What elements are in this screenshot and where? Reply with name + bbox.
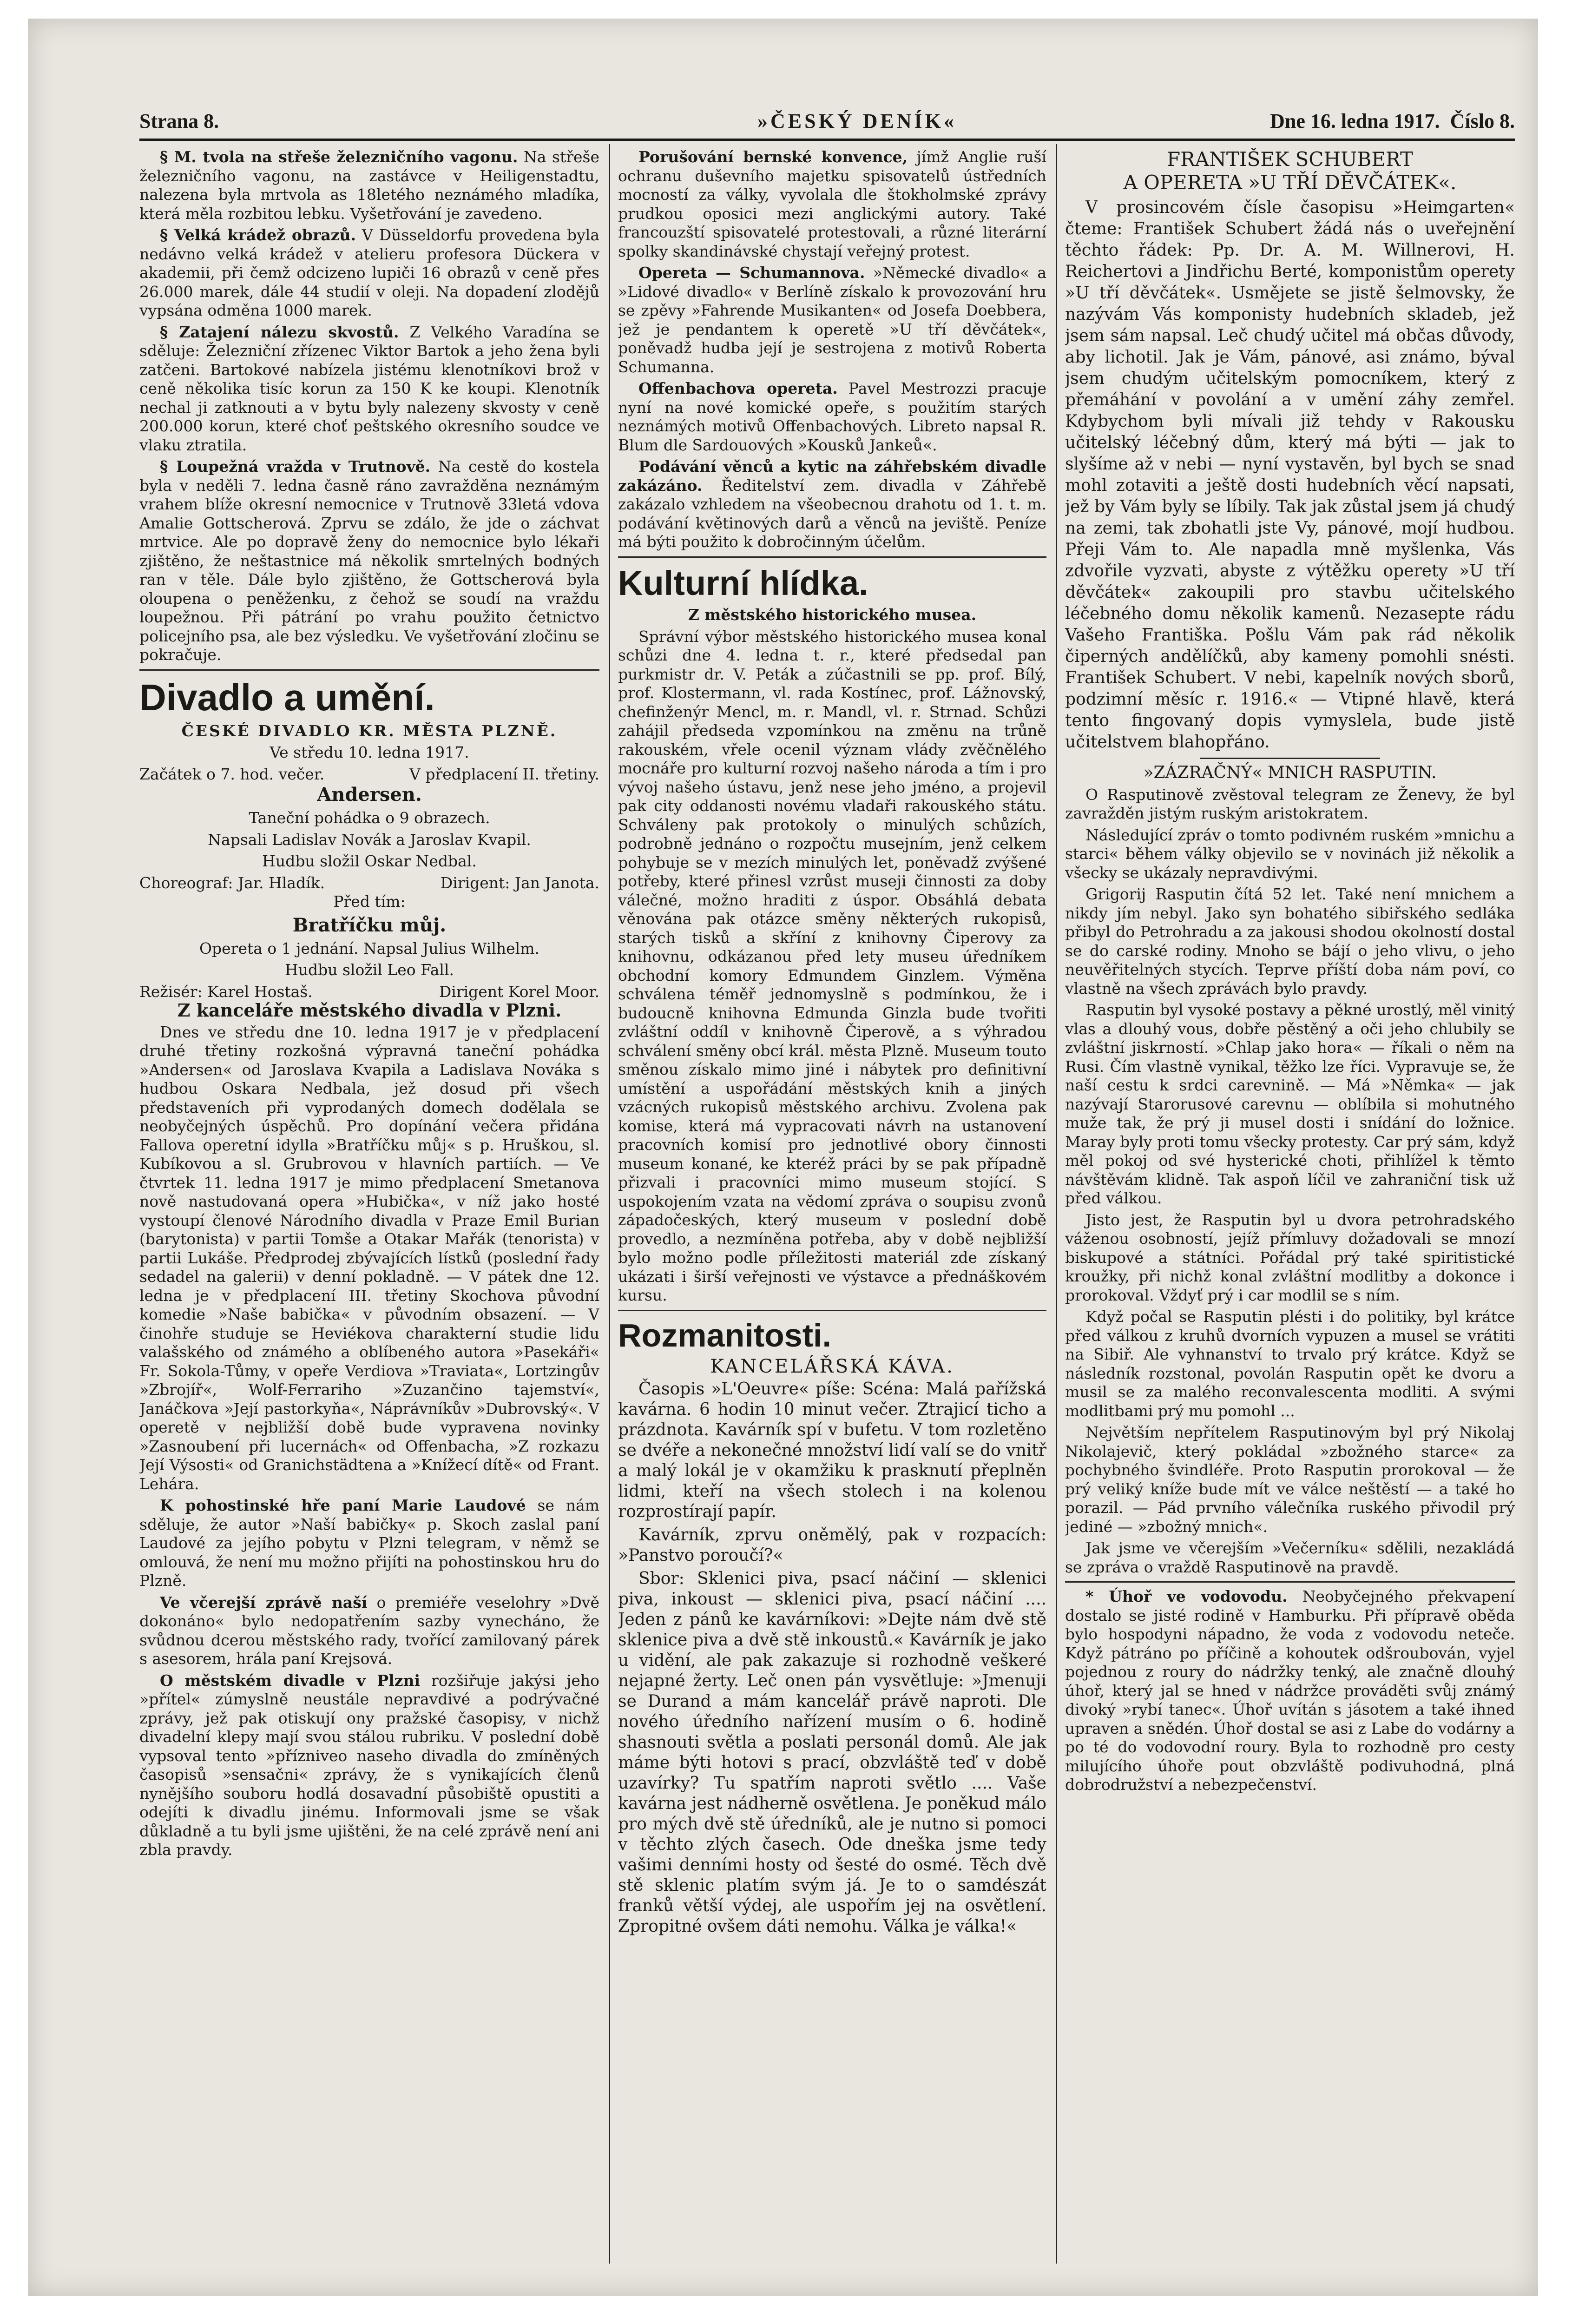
before-label: Před tím:	[333, 892, 406, 911]
program-date: Ve středu 10. ledna 1917.	[270, 743, 469, 761]
subheading: KANCELÁŘSKÁ KÁVA.	[710, 1356, 954, 1378]
column-2	[618, 148, 1046, 2277]
play-authors: Napsali Ladislav Novák a Jaroslav Kvapil.	[208, 830, 531, 849]
article-text: Kavárník, zprvu oněmělý, pak v rozpacích: »Panstvo poroučí?«	[618, 1525, 1046, 1565]
article-text: Jisto jest, že Rasputin byl u dvora petrohradského váženou osobností, jejíž přímluvy dožadovali se mnozí biskupové a státníci. Pořádal prý také spiritistické kroužky, při nichž konal zvláštní modlitby a dokonce i prorokoval. Vždyť prý i car modlil se s ním.	[1065, 1210, 1515, 1304]
news-item: Ve včerejší zprávě naší o premiéře veselohry »Dvě dokonáno« bylo nedopatřením sazby vynecháno, že svůdnou dcerou městského rady, tvořící zamilovaný párek s asesorem, hrála paní Krejsová.	[139, 1593, 599, 1668]
theatre-name: ČESKÉ DIVADLO KR. MĚSTA PLZNĚ.	[181, 721, 558, 740]
article-text: Jak jsme ve včerejším »Večerníku« sdělili, nezakládá se zpráva o vraždě Rasputinově na pravdě.	[1065, 1539, 1515, 1576]
divider	[139, 669, 599, 671]
section-heading: Kulturní hlídka.	[618, 563, 868, 602]
column-separator	[1056, 144, 1057, 2264]
news-item: § Velká krádež obrazů. V Düsseldorfu provedena byla nedávno velká krádež v atelieru profesora Dückera v akademii, při čemž odcizeno lupiči 16 obrazů v ceně přes 26.000 marek, dále 44 studií v oleji. Na dopadení zlodějů vypsána odměna 1000 marek.	[139, 226, 599, 319]
divider	[618, 1310, 1046, 1311]
section-heading: Rozmanitosti.	[618, 1317, 831, 1353]
page-header	[139, 108, 1515, 135]
news-item: * Úhoř ve vodovodu. Neobyčejného překvapení dostalo se jisté rodině v Hamburku. Při přípravě oběda bylo hospodyni nápadno, že voda z vodovodu neteče. Když pátráno po příčině a kohoutek odšroubován, vyjel pojednou z roury do nádržky tenký, ale značně dlouhý úhoř, který jal se hned v nádržce prováděti svůj známý divoký »rybí tanec«. Úhoř uvítán s jásotem a také ihned upraven a snědén. Úhoř dostal se asi z Labe do vodárny a po té do vodovodní roury. Byla to rozhodně pro cesty milujícího úhoře pout obzvláště podivuhodná, plná dobrodružství a nebezpečenství.	[1065, 1587, 1515, 1794]
subheading: Z městského historického musea.	[688, 606, 977, 624]
header-rule	[139, 139, 1515, 141]
news-item: Podávání věnců a kytic na záhřebském divadle zakázáno. Ředitelství zem. divadla v Záhřebě zakázalo vzhledem na všeobecnou drahotu od 1. t. m. podávání květinových darů a věnců na jeviště. Peníze má býti použito k dobročinným účelům.	[618, 457, 1046, 551]
article-text: Rasputin byl vysoké postavy a pěkné urostlý, měl vinitý vlas a dlouhý vous, dobře pěstěný a oči jeho chlubily se zvláštní jiskrností. »Chlap jako hora« — říkali o něm na Rusi. Čím vlastně vynikal, těžko lze říci. Vypravuje se, že naší cestu k srdci carevnině. — Má »Němka« — jak nazývají Starorusové carevnu — oblíbila si mohutného muže tak, že prý ji musel dosti i snídání do ložnice. Maray byly proti tomu všecky protesty. Car prý sám, když měl pokoj od své hysterické choti, přihlížel k těmto návštěvám klidně. Tak aspoň líčil ve zahraniční tisk už před válkou.	[1065, 1001, 1515, 1207]
article-title: A OPERETA »U TŘÍ DĚVČÁTEK«.	[1123, 171, 1457, 194]
play-title: Andersen.	[317, 784, 422, 805]
article-text: Správní výbor městského historického musea konal schůzi dne 4. ledna t. r., které předsedal pan purkmistr dr. V. Peták a zúčastnili se pp. prof. Bílý, prof. Klostermann, vl. rada Kostínec, prof. Lážnovský, chefinženýr Mencl, m. r. Mandl, vl. r. Strnad. Schůzi zahájil předseda vzpomínkou na změnu na trůně rakouském, vřele ocenil význam vlády zvěčnělého mocnáře pro kulturní rozvoj našeho národa a tím i pro vývoj našeho ústavu, jenž nese jeho jméno, a projevil pak city oddanosti novému vladaři rakouského státu. Schváleny pak protokoly o minulých schůzích, podrobně jednáno o rozpočtu musejním, jenž celkem pohybuje se v mezích minulých let, poněvadž zvýšené potřeby, které přinesl vzrůst museji činnosti za doby válečné, možno hraditi z úspor. Obsáhlá debata věnována pak otázce směny některých rukopisů, starých tisků a skříní z knihovny Čiperovy za knihovnu, odkázanou před lety museu úředníkem obchodní komory Edmundem Ginzlem. Výměna schválena téměř jednomyslně s podmínkou, že i budoucně knihovna Edmunda Ginzla bude tvořiti zvláštní oddíl v knihovně Čiperově, a s výhradou schválení směny obcí král. města Plzně. Museum touto směnou získalo mimo jiné i nábytek pro definitivní umístění a uspořádání městských knih a jiných vzácných rukopisů městského archivu. Zvolena pak komise, která má vypracovati návrh na ustanovení pracovních komisí pro jednotlivé obory činnosti museum konané, ke kteréž práci by se pak případně přizvali i pracovníci mimo museum stojící. S uspokojením vzata na vědomí zpráva o soupisu zvonů západočeských, který museum v poslední době provedlo, a nezmíněna potřeba, aby v době nejbližší bylo možno podle příležitosti materiál zde získaný ukázati i širší veřejnosti ve výstavce a přednáškovém kursu.	[618, 627, 1046, 1305]
play-music: Hudbu složil Oskar Nedbal.	[262, 852, 477, 870]
article-text: Dnes ve středu dne 10. ledna 1917 je v předplacení druhé třetiny rozkošná výpravná taneční pohádka »Andersen« od Jaroslava Kvapila a Ladislava Nováka s hudbou Oskara Nedbala, jež dosud při všech představeních při vyprodaných domech dodělala se neobyčejných úspěchů. Pro dopínání večera přidána Fallova operetní idylla »Bratříčku můj« s p. Hruškou, sl. Kubíkovou a sl. Grubrovou v hlavních partiích. — Ve čtvrtek 11. ledna 1917 je mimo předplacení Smetanova nově nastudovaná opera »Hubička«, v níž jako hosté vystoupí členové Národního divadla v Praze Emil Burian (barytonista) v partii Tomše a Otakar Mařák (tenorista) v partii Lukáše. Předprodej zbývajících lístků (poslední řady sedadel na galerii) v denní pokladně. — V pátek dne 12. ledna je v předplacení III. třetiny Skochova původní komedie »Naše babička« v původním obsazení. — V činohře studuje se Heviékova charakterní studie lidu valašského od známého a oblíbeného autora »Pasekáři« Fr. Sokola-Tůmy, v opeře Verdiova »Traviata«, Lortzingův »Zbrojíř«, Wolf-Ferrariho »Zuzančino tajemství«, Janáčkova »Její pastorkyňa«, Náprávníkův »Dubrovský«. V operetě v nejbližší době bude vypravena novinky »Zasnoubení při lucernách« od Offenbacha, »Z rozkazu Její Výsosti« od Granichstädtena a »Knížecí dítě« od Frant. Lehára.	[139, 1023, 599, 1493]
divider	[618, 556, 1046, 558]
play-music: Hudbu složil Leo Fall.	[284, 961, 454, 979]
article-text: Když počal se Rasputin plésti i do politiky, byl krátce před válkou z kruhů dvorních vypuzen a musel se vrátiti na Sibiř. Ale vyhnanství to trvalo prý krátce. Když se následník rozstonal, povolán Rasputin opět ke dvoru a musil se za malého reconvalescenta modliti. A svými modlitbami prý mu pomohl ...	[1065, 1307, 1515, 1420]
news-item: Offenbachova opereta. Pavel Mestrozzi pracuje nyní na nové komické opeře, s použitím starých neznámých motivů Offenbachových. Libreto napsal R. Blum dle Sardouových »Kousků Jankeů«.	[618, 379, 1046, 454]
news-item: Porušování bernské konvence, jímž Anglie ruší ochranu duševního majetku spisovatelů ústředních mocností za války, vyvolala dle štokholmské zprávy prudkou oposici mezi anglickými autory. Také francouzští spisovatelé protestovali, a různé literární spolky skandinávské chystají veřejný protest.	[618, 148, 1046, 260]
play-genre: Opereta o 1 jednání. Napsal Julius Wilhelm.	[199, 939, 540, 957]
article-text: Největším nepřítelem Rasputinovým byl prý Nikolaj Nikolajevič, který pokládal »zbožného starce« za pochybného švindléře. Proto Rasputin prorokoval — že prý veliký kníže bude mít ve válce neštěstí — a také ho porazil. — Pád prvního válečníka ruského přivodil prý jediné — »zbožný mnich«.	[1065, 1423, 1515, 1536]
divider	[1065, 1581, 1515, 1583]
news-item: Opereta — Schumannova. »Německé divadlo« a »Lidové divadlo« v Berlíně získalo k provozování hru se zpěvy »Fahrende Musikanten« od Josefa Doebbera, jež je pendantem k operetě »U tří děvčátek«, poněvadž hudba její je sestrojena z motivů Roberta Schumanna.	[618, 264, 1046, 376]
article-title: »ZÁZRAČNÝ« MNICH RASPUTIN.	[1143, 763, 1437, 782]
article-text: Grigorij Rasputin čítá 52 let. Také není mnichem a nikdy jím nebyl. Jako syn bohatého sibiřského sedláka přibyl do Petrohradu a za jakousi shodou okolností dostal se do carské rodiny. Mnoho se bájí o jeho vlivu, o jeho neuvěřitelných stycích. Teprve příští doba nám poví, co vlastně na všech zprávách bylo pravdy.	[1065, 885, 1515, 997]
play-title: Bratříčku můj.	[292, 914, 447, 936]
article-text: V prosincovém čísle časopisu »Heimgarten« čteme: František Schubert žádá nás o uveřejnění těchto řádek: Pp. Dr. A. M. Willnerovi, H. Reichertovi a Jindřichu Berté, komponistům operety »U tří děvčátek«. Usmějete se jistě šelmovsky, že nazývám Vás komponisty hudebních skladeb, jež jsem sám napsal. Leč chudý učitel má občas důvody, aby lichotil. Jak je Vám, pánové, asi známo, býval jsem chudým učitelským pomocníkem, který z přemáhání v povolání a v umění záhy zemřel. Kdybychom byli mívali již tehdy v Rakousku učitelský léčebný dům, který má býti — jak to slyšíme až v nebi — nyní vystavěn, byl bych se snad mohl zotaviti a ještě dosti hudebních věcí napsati, jež by Vám byly se líbily. Tak jak zůstal jsem já chudý na zemi, tak zbohatli jste Vy, pánové, mojí hudbou. Přeji Vám to. Ale napadla mně myšlenka, Vás zdvořile vyzvati, abyste z výtěžku operety »U tří děvčátek« zakoupili pro stavbu učitelského léčebného domu několik kamenů. Nezasepte rádu Vašeho Františka. Pošlu Vám pak rád několik čiperných andělíčků, aby kameny pomohli snésti. František Schubert. V nebi, kapelník nových sborů, podzimní měsíc r. 1916.« — Vtipné hlavě, která tento fingovaný dopis vymyslela, bude jistě učitelstvem blahopřáno.	[1065, 198, 1515, 752]
program-start: Začátek o 7. hod. večer. V předplacení II. třetiny.	[139, 765, 599, 783]
news-item: O městském divadle v Plzni rozšiřuje jakýsi jeho »přítel« zúmyslně neustále nepravdivé a podrývačné zprávy, jež pak otiskují ony pražské časopisy, v nichž divadelní klepy mají svou stálou rubriku. V poslední době vypsoval tento »přízniveo naseho divadla do zmíněných časopisů »sensačni« zprávy, že s vynikajících členů nynějšího souboru hodlá dosavadní působiště opustiti a odejíti k divadlu jinému. Informovali jsme se však důkladně a tu byli jsme ujištěni, že na celé zprávě není ani zbla pravdy.	[139, 1671, 599, 1859]
article-title: FRANTIŠEK SCHUBERT	[1167, 148, 1413, 171]
news-item: § Loupežná vražda v Trutnově. Na cestě do kostela byla v neděli 7. ledna časně ráno zavražděna neznámým vrahem blíže okresní nemocnice v Trutnově 33letá vdova Amalie Gottscherová. Zprvu se zdálo, že jde o záchvat mrtvice. Ale po dopravě ženy do nemocnice bylo lékaři zjištěno, že neštastnice má několik smrtelných bodných ran v těle. Dále bylo zjištěno, že Gottscherová byla oloupena o peněženku, z čehož se soudí na vraždu loupežnou. Při pátrání po vrahu použito četnictvo policejního psa, ale bez výsledku. Ve vyšetřování zločinu se pokračuje.	[139, 457, 599, 664]
play-credits: Režisér: Karel Hostaš. Dirigent Korel Moor.	[139, 982, 599, 1001]
article-text: O Rasputinově zvěstoval telegram ze Ženevy, že byl zavražděn jistým ruským aristokratem.	[1065, 785, 1515, 822]
news-item: § Zatajení nálezu skvostů. Z Velkého Varadína se sděluje: Železniční zřízenec Viktor Bartok a jeho žena byli zatčeni. Bartokové nabízela jistému klenotníkovi brož v ceně několika tisíc korun za 150 K ke koupi. Klenotník nechal ji zatknouti a v bytu byly nalezeny skvosty v ceně 200.000 korun, které choť peštského okresního soudce ve vlaku ztratila.	[139, 323, 599, 454]
column-1	[139, 148, 599, 2277]
subheading: Z kanceláře městského divadla v Plzni.	[177, 1000, 562, 1021]
article-text: Následující zpráv o tomto podivném ruském »mnichu a starci« během války objevilo se v novinách již několik a všecky se ukázaly nepravdivými.	[1065, 825, 1515, 882]
newspaper-title: »ČESKÝ DENÍK«	[757, 110, 957, 132]
article-text: Časopis »L'Oeuvre« píše: Scéna: Malá pařížská kavárna. 6 hodin 10 minut večer. Ztrajicí ticho a prázdnota. Kavárník spí v bufetu. V tom rozletěno se dvéře a nekonečné množství lidí valí se do vnitř a malý lokál je v okamžiku k prasknutí přeplněn lidmi, kteří na všech stolech i na kolenou rozprostírají papír.	[618, 1379, 1046, 1521]
column-separator	[609, 144, 610, 2264]
section-heading: Divadlo a umění.	[139, 676, 435, 718]
article-text: Sbor: Sklenici piva, psací náčiní — sklenici piva, inkoust — sklenici piva, psací náčiní .... Jeden z pánů ke kavárníkovi: »Dejte nám dvě stě sklenice piva a dvě stě inkoustů.« Kavárník je jako u vidění, ale pak zakazuje si rozhodně veškeré nejapné žerty. Leč onen pán vysvětluje: »Jmenuji se Durand a mám kancelář právě naproti. Dle nového úředního nařízení musím o 6. hodině shasnouti světla a poslati personál domů. Ale jak máme býti hotovi s prací, obzvláště teď v době uzavírky? Tu spatřím naproti světlo .... Vaše kavárna jest nádherně osvětlena. Je poněkud málo pro mých dvě stě úředníků, ale je nutno si pomoci v těchto zlých časech. Ode dneška jsme tedy vašimi denními hosty od šesté do osmé. Těch dvě stě sklenic platím svým já. Je to o samdészát franků větší výdej, ale uspořím jej na osvětlení. Zpropitné ovšem dáti nemohu. Válka je válka!«	[618, 1569, 1046, 1936]
play-genre: Taneční pohádka o 9 obrazech.	[249, 809, 490, 827]
play-credits: Choreograf: Jar. Hladík. Dirigent: Jan Janota.	[139, 873, 599, 892]
column-3	[1065, 148, 1515, 2277]
divider	[1200, 758, 1380, 759]
news-item: § M. tvola na střeše železničního vagonu. Na střeše železničního vagonu, na zastávce v Heiligenstadtu, nalezena byla mrtvola as 18letého neznámého mladíka, která měla rozbitou lebku. Vyšetřování je zavedeno.	[139, 148, 599, 223]
date-issue: Dne 16. ledna 1917. Číslo 8.	[1270, 110, 1515, 132]
page-number: Strana 8.	[139, 110, 219, 132]
news-item: K pohostinské hře paní Marie Laudové se nám sděluje, že autor »Naší babičky« p. Skoch zaslal paní Laudové za jejího pobytu v Plzni telegram, v němž se omlouvá, že není mu možno přijíti na pohostinskou hru do Plzně.	[139, 1496, 599, 1590]
